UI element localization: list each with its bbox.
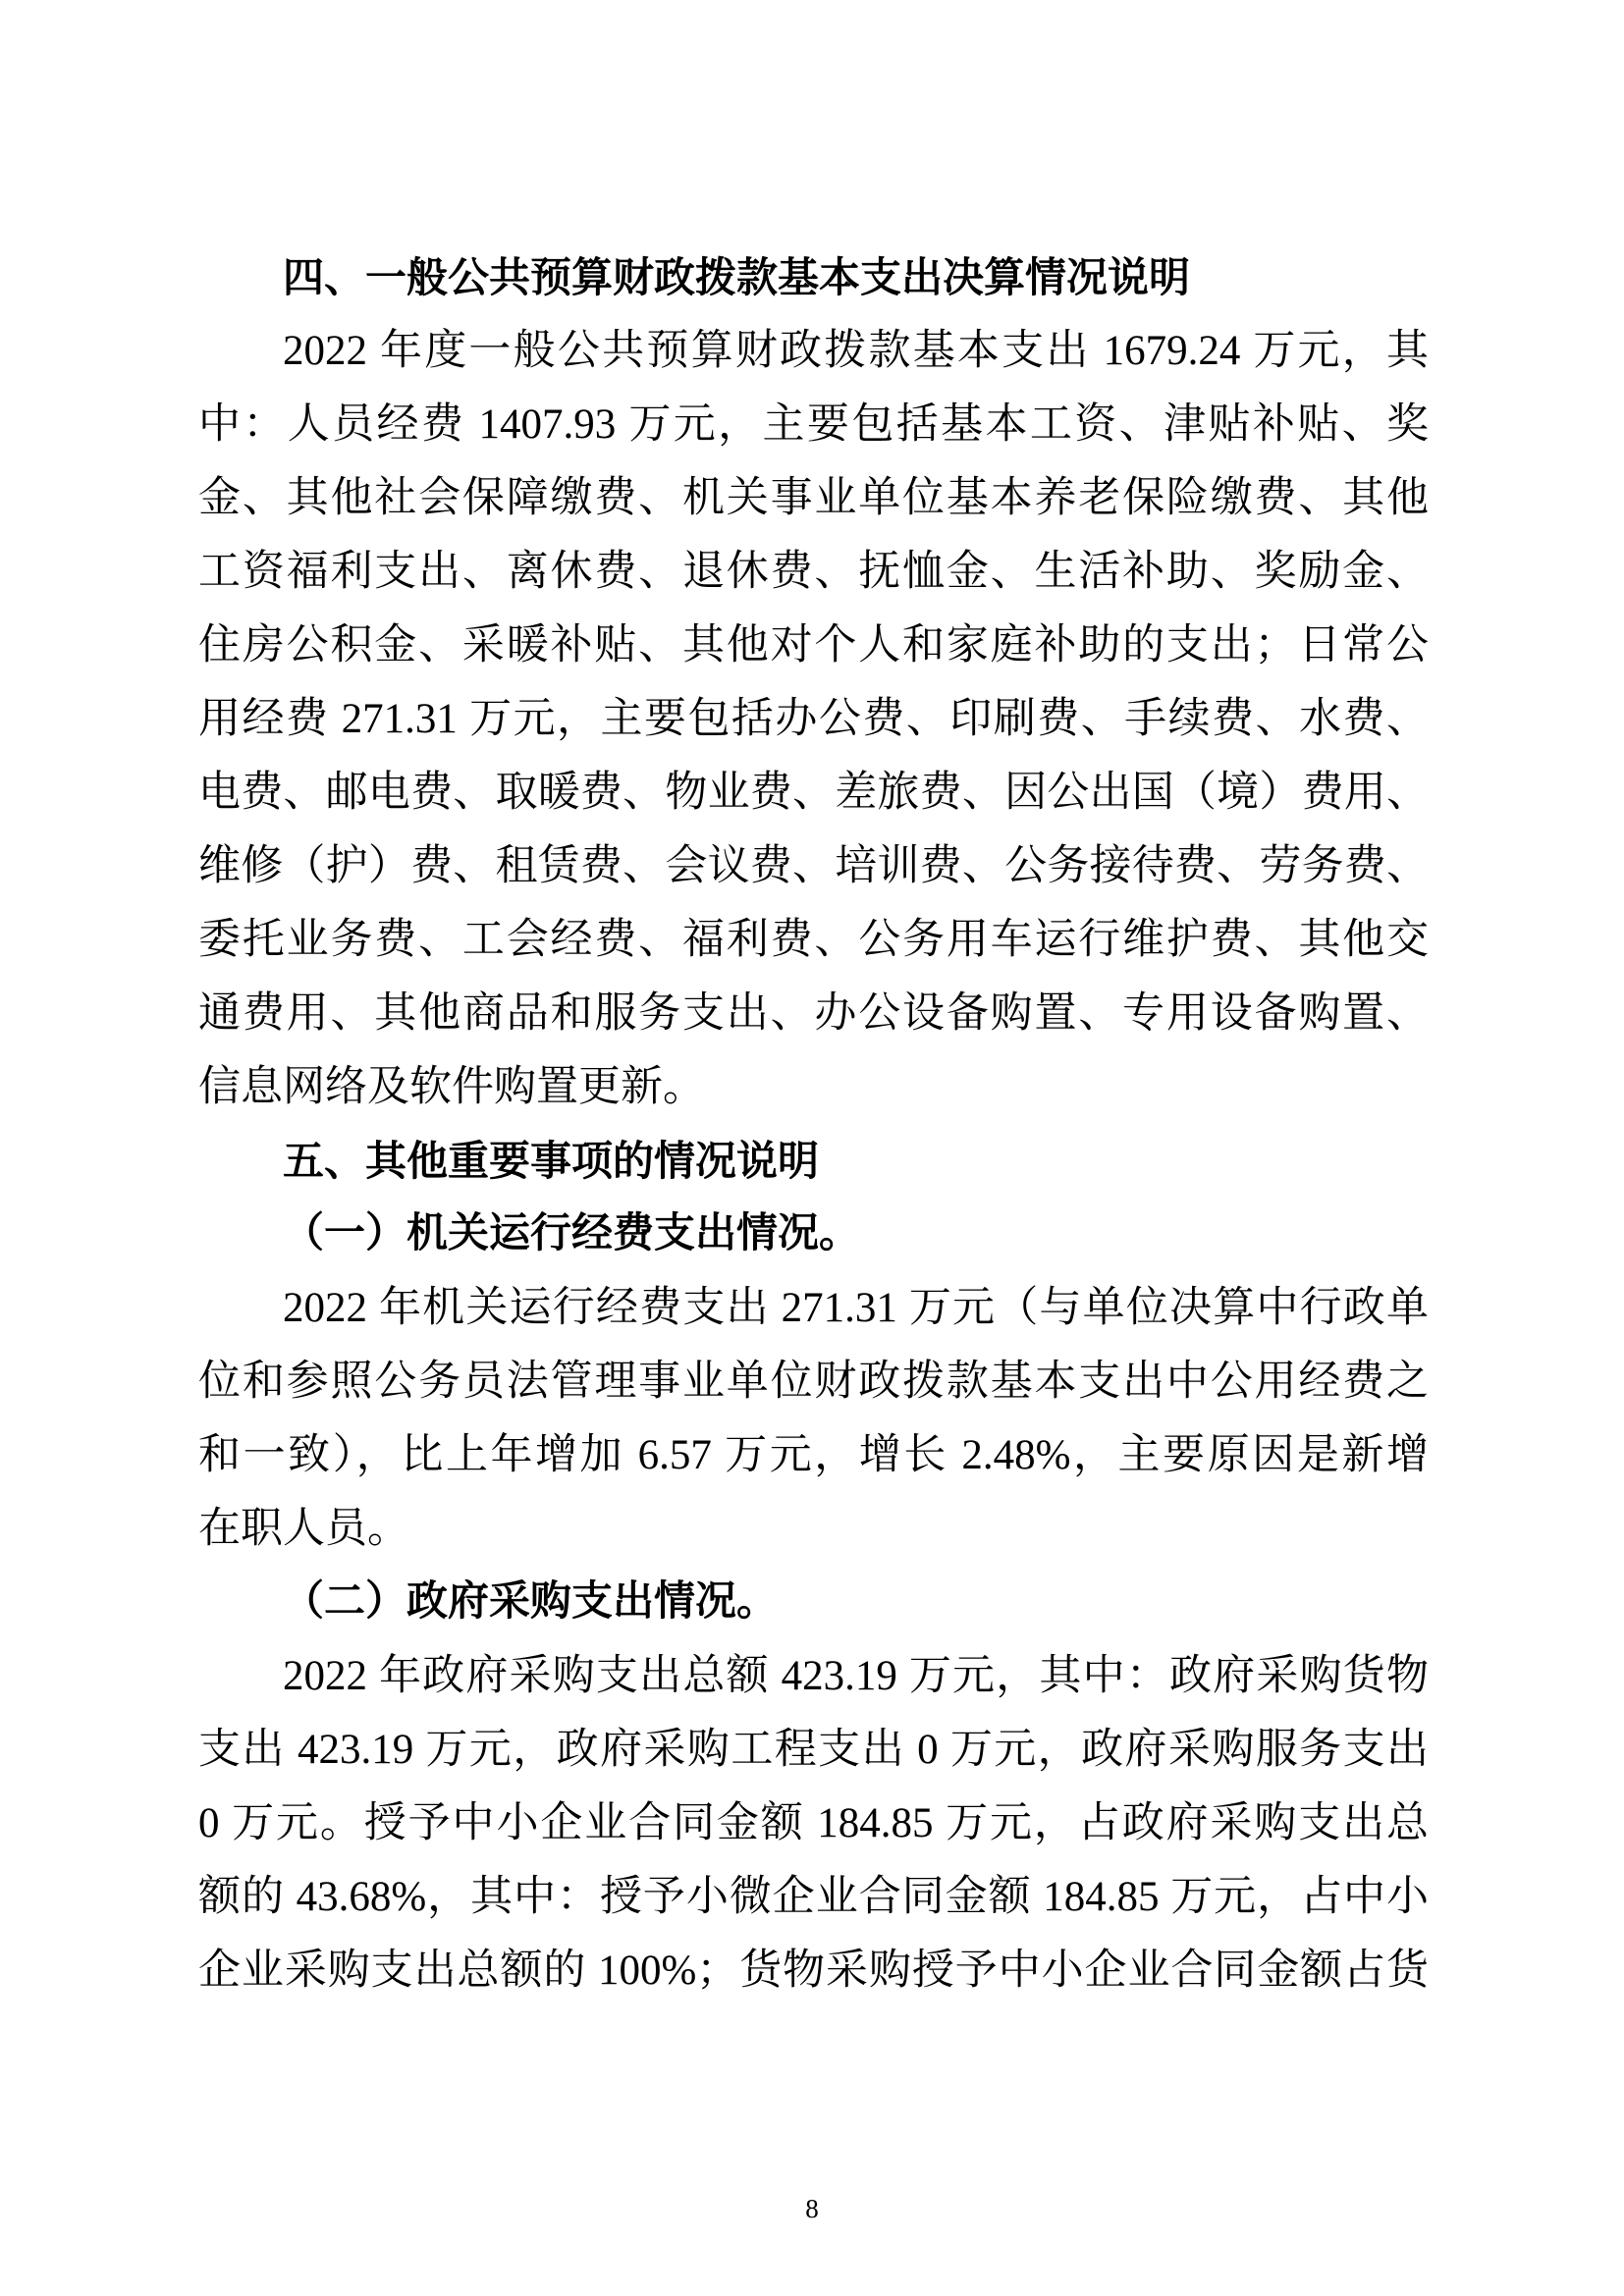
body-line: 维修（护）费、租赁费、会议费、培训费、公务接待费、劳务费、 [198, 843, 1429, 889]
body-line: 2022 年政府采购支出总额 423.19 万元，其中：政府采购货物 [283, 1653, 1429, 1699]
page-number: 8 [805, 2194, 819, 2223]
body-line: 用经费 271.31 万元，主要包括办公费、印刷费、手续费、水费、 [198, 696, 1429, 742]
body-line: 信息网络及软件购置更新。 [198, 1064, 705, 1110]
body-line: 位和参照公务员法管理事业单位财政拨款基本支出中公用经费之 [198, 1359, 1429, 1405]
body-line: 电费、邮电费、取暖费、物业费、差旅费、因公出国（境）费用、 [198, 770, 1429, 816]
body-line: 工资福利支出、离休费、退休费、抚恤金、生活补助、奖励金、 [198, 549, 1429, 595]
body-line: 在职人员。 [198, 1506, 409, 1552]
section-heading-5: 五、其他重要事项的情况说明 [283, 1138, 820, 1184]
body-line: 企业采购支出总额的 100%；货物采购授予中小企业合同金额占货 [198, 1948, 1429, 1994]
body-line: 委托业务费、工会经费、福利费、公务用车运行维护费、其他交 [198, 917, 1429, 963]
body-line: 2022 年机关运行经费支出 271.31 万元（与单位决算中行政单 [283, 1285, 1429, 1331]
body-line: 金、其他社会保障缴费、机关事业单位基本养老保险缴费、其他 [198, 475, 1429, 521]
body-line: 额的 43.68%，其中：授予小微企业合同金额 184.85 万元，占中小 [198, 1874, 1429, 1920]
body-line: 和一致），比上年增加 6.57 万元，增长 2.48%，主要原因是新增 [198, 1432, 1429, 1478]
body-line: 2022 年度一般公共预算财政拨款基本支出 1679.24 万元，其 [283, 328, 1429, 374]
section-heading-4: 四、一般公共预算财政拨款基本支出决算情况说明 [283, 254, 1191, 300]
subsection-heading-1: （一）机关运行经费支出情况。 [283, 1211, 861, 1256]
body-line: 住房公积金、采暖补贴、其他对个人和家庭补助的支出；日常公 [198, 622, 1429, 668]
body-line: 中：人员经费 1407.93 万元，主要包括基本工资、津贴补贴、奖 [198, 401, 1429, 448]
body-line: 通费用、其他商品和服务支出、办公设备购置、专用设备购置、 [198, 990, 1429, 1037]
subsection-heading-2: （二）政府采购支出情况。 [283, 1579, 779, 1625]
text-block [198, 240, 1429, 2007]
body-line: 0 万元。授予中小企业合同金额 184.85 万元，占政府采购支出总 [198, 1800, 1429, 1846]
body-line: 支出 423.19 万元，政府采购工程支出 0 万元，政府采购服务支出 [198, 1727, 1429, 1773]
